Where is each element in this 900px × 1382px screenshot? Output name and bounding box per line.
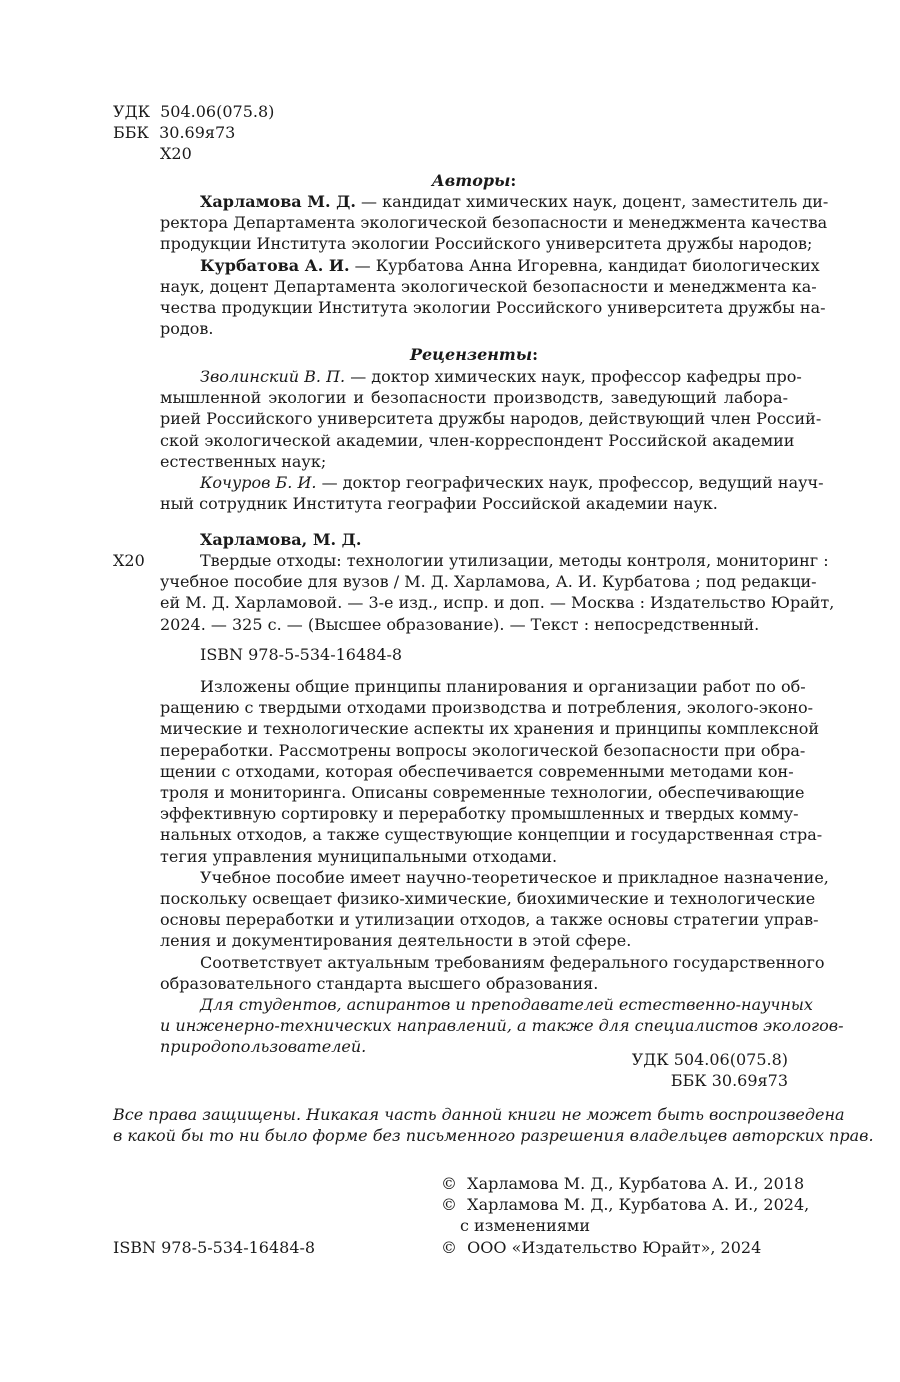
author-1-line-3: продукции Института экологии Российского университета дружбы народов; [160,234,813,254]
copyright-3: © ООО «Издательство Юрайт», 2024 [441,1238,762,1257]
reviewer-1-line-3: рией Российского университета дружбы народов, действующий член Россий- [160,409,822,429]
author-2-line-1: Курбатова А. И. — Курбатова Анна Игоревна, кандидат биологических [200,255,820,275]
reviewer-2-line-2: ный сотрудник Института географии Российской академии наук. [160,494,718,514]
reviewer-1-line-2: мышленной экологии и безопасности производств, заведующий лабора- [160,388,788,408]
annotation-p4-line-1: Для студентов, аспирантов и преподавателей естественно-научных [200,995,813,1015]
annotation-p1-line-4: переработки. Рассмотрены вопросы экологической безопасности при обра- [160,740,806,760]
authors-block [160,191,829,339]
copyright-2-continued: с изменениями [460,1216,591,1235]
reviewers-block [160,366,824,514]
bib-sign: Х20 [113,551,145,570]
annotation-p1-line-7: эффективную сортировку и переработку промышленных и твердых комму- [160,804,799,824]
bib-line-4: 2024. — 325 с. — (Высшее образование). — Текст : непосредственный. [160,614,760,634]
annotation-p2-line-4: ления и документирования деятельности в этой сфере. [160,931,632,951]
bbk-value: 30.69я73 [159,123,236,142]
reviewer-2-name: Кочуров Б. И. [200,473,317,493]
reviewer-1-line-5: естественных наук; [160,451,327,471]
reviewer-1-line-1: Зволинский В. П. — доктор химических наук, профессор кафедры про- [200,367,802,386]
reviewer-1-name: Зволинский В. П. [200,367,346,386]
author-2-name: Курбатова А. И. [200,255,350,275]
bib-line-2: учебное пособие для вузов / М. Д. Харламова, А. И. Курбатова ; под редакци- [160,572,817,592]
copyright-icon: © [441,1238,457,1257]
bib-author: Харламова, М. Д. [200,530,362,549]
annotation-p2-line-1: Учебное пособие имеет научно-теоретическое и прикладное назначение, [200,867,829,887]
annotation-p1-line-5: щении с отходами, которая обеспечивается современными методами кон- [160,761,794,781]
reviewer-2-line-1: Кочуров Б. И. — доктор географических наук, профессор, ведущий науч- [200,473,824,493]
bib-description [160,550,835,635]
annotation-p4-line-3: природопользователей. [160,1037,367,1057]
copyright-1: © Харламова М. Д., Курбатова А. И., 2018 [441,1174,805,1193]
rights-line-2: в какой бы то ни было форме без письменного разрешения владельцев авторских прав. [113,1126,874,1146]
udk-label: УДК [113,102,150,121]
author-2-line-2: наук, доцент Департамента экологической безопасности и менеджмента ка- [160,276,817,296]
copyright-icon: © [441,1195,457,1214]
annotation-p1-line-6: троля и мониторинга. Описаны современные технологии, обеспечивающие [160,783,805,803]
udk-code-bottom: УДК 504.06(075.8) [631,1050,788,1069]
bbk-code-bottom: ББК 30.69я73 [670,1071,788,1090]
authors-heading: Авторы: [431,171,517,190]
annotation-p4-line-2: и инженерно-технических направлений, а также для специалистов экологов- [160,1016,844,1036]
bbk-code-top [113,122,235,143]
annotation-p1-line-9: тегия управления муниципальными отходами. [160,846,558,866]
author-2-line-3: чества продукции Института экологии Российского университета дружбы на- [160,298,826,318]
annotation-p3-line-2: образовательного стандарта высшего образования. [160,973,599,993]
bib-isbn: ISBN 978-5-534-16484-8 [200,645,403,664]
annotation-p1-line-3: мические и технологические аспекты их хранения и принципы комплексной [160,719,820,739]
udk-code-top [113,101,274,122]
udk-value: 504.06(075.8) [160,102,275,121]
author-2-line-4: родов. [160,319,214,339]
annotation-p1-line-8: нальных отходов, а также существующие концепции и государственная стра- [160,825,823,845]
author-1-line-2: ректора Департамента экологической безопасности и менеджмента качества [160,213,828,233]
copyright-2: © Харламова М. Д., Курбатова А. И., 2024, [441,1195,810,1214]
annotation-p2-line-3: основы переработки и утилизации отходов, а также основы стратегии управ- [160,910,819,930]
copyright-icon: © [441,1174,457,1193]
annotation-p1-line-2: ращению с твердыми отходами производства и потребления, эколого-эконо- [160,698,814,718]
rights-line-1: Все права защищены. Никакая часть данной книги не может быть воспроизведена [113,1105,845,1124]
annotation-p1-line-1: Изложены общие принципы планирования и организации работ по об- [200,677,806,696]
author-1-name: Харламова М. Д. [200,192,356,211]
bib-line-3: ей М. Д. Харламовой. — 3-е изд., испр. и доп. — Москва : Издательство Юрайт, [160,593,835,613]
annotation [160,676,844,1058]
annotation-p2-line-2: поскольку освещает физико-химические, биохимические и технологические [160,889,816,909]
bbk-label: ББК [113,123,149,142]
author-sign-top: Х20 [160,144,192,163]
rights-notice [113,1104,874,1146]
reviewer-1-line-4: ской экологической академии, член-корреспондент Российской академии [160,430,795,450]
author-1-line-1: Харламова М. Д. — кандидат химических наук, доцент, заместитель ди- [200,192,829,211]
reviewers-heading: Рецензенты: [409,345,539,364]
bib-line-1: Твердые отходы: технологии утилизации, методы контроля, мониторинг : [200,551,829,570]
isbn-bottom: ISBN 978-5-534-16484-8 [113,1238,316,1257]
annotation-p3-line-1: Соответствует актуальным требованиям федерального государственного [200,952,825,972]
